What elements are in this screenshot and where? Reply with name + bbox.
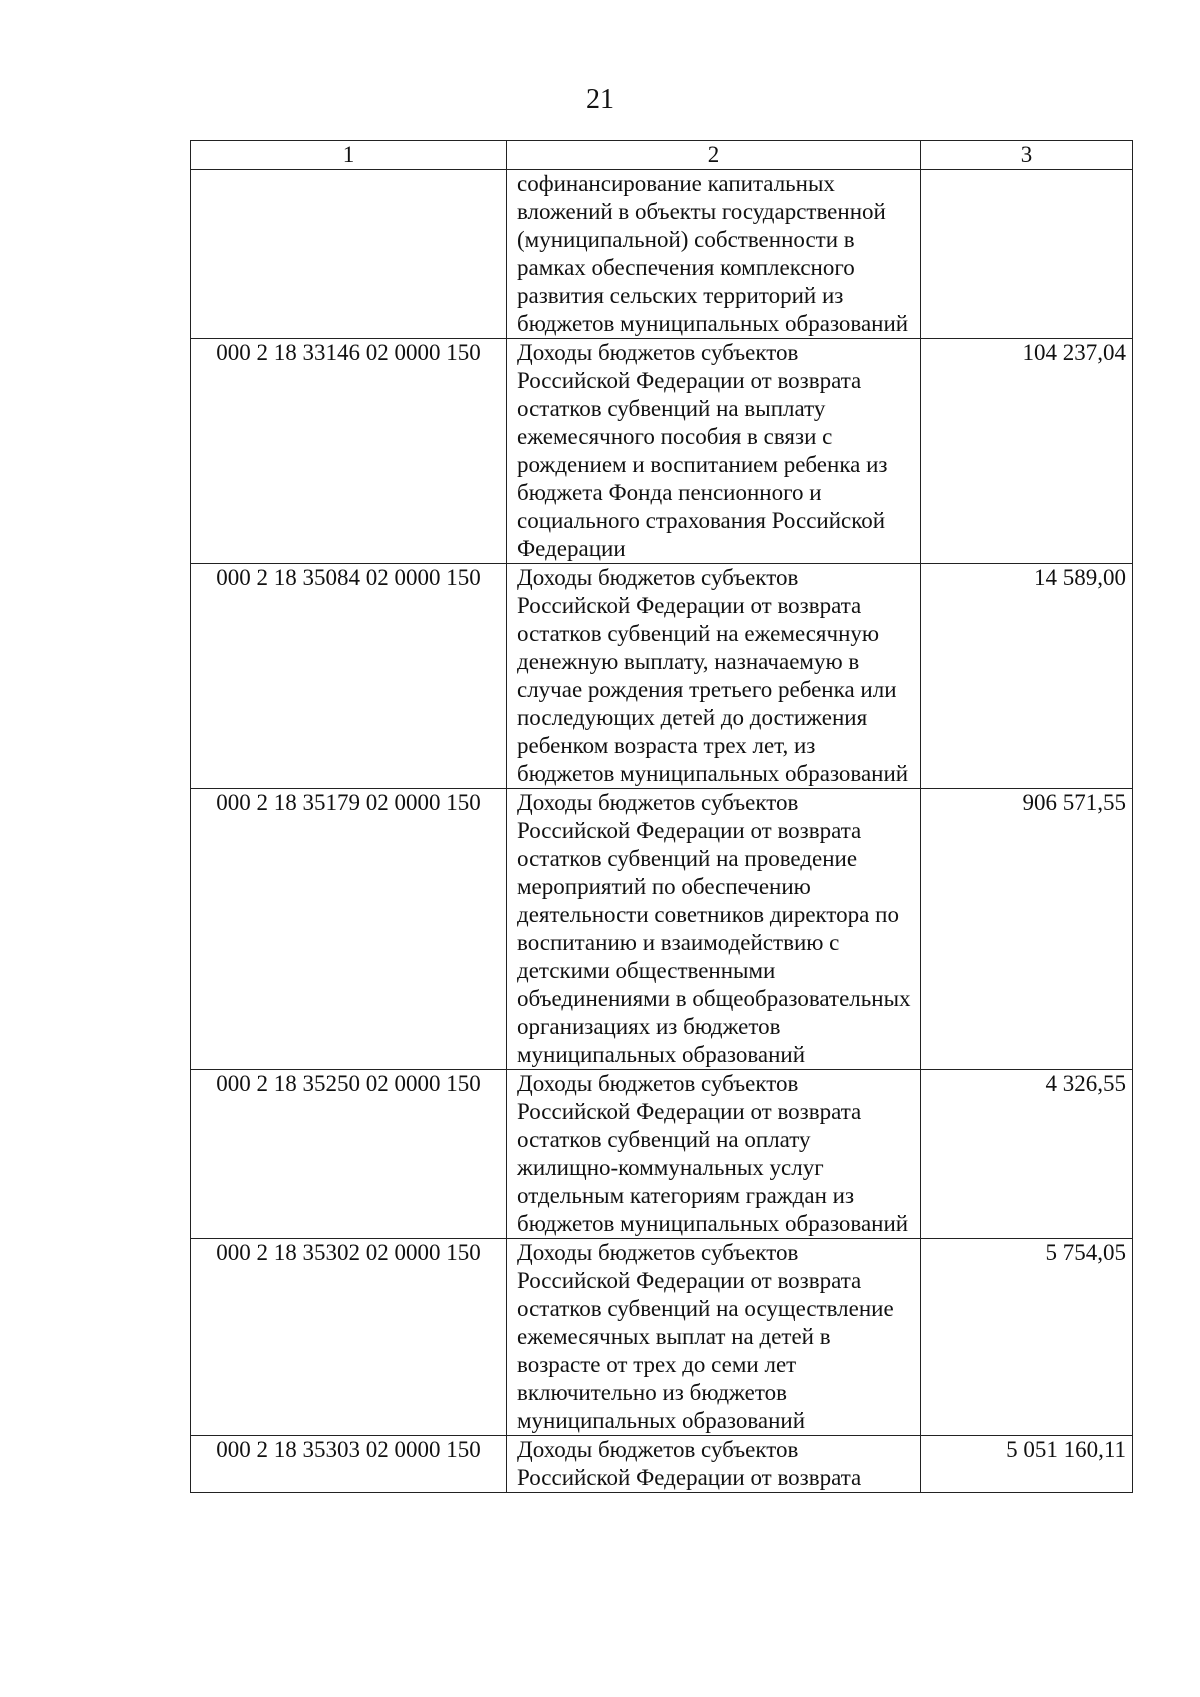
amount-cell: 5 754,05	[921, 1239, 1133, 1436]
amount-cell	[921, 170, 1133, 339]
description-cell: Доходы бюджетов субъектов Российской Федерации от возврата остатков субвенций на ежемесячную денежную выплату, назначаемую в случае рождения третьего ребенка или последующих детей до достижения ребенком возраста трех лет, из бюджетов муниципальных образований	[507, 564, 921, 789]
amount-cell: 4 326,55	[921, 1070, 1133, 1239]
budget-code-cell: 000 2 18 35084 02 0000 150	[191, 564, 507, 789]
budget-code-cell: 000 2 18 35179 02 0000 150	[191, 789, 507, 1070]
budget-code-cell: 000 2 18 35303 02 0000 150	[191, 1436, 507, 1493]
budget-code-cell: 000 2 18 33146 02 0000 150	[191, 339, 507, 564]
column-header-1: 1	[191, 141, 507, 170]
budget-code-cell: 000 2 18 35250 02 0000 150	[191, 1070, 507, 1239]
amount-cell: 5 051 160,11	[921, 1436, 1133, 1493]
table-row	[191, 339, 1133, 564]
description-cell: софинансирование капитальных вложений в объекты государственной (муниципальной) собственности в рамках обеспечения комплексного развития сельских территорий из бюджетов муниципальных образований	[507, 170, 921, 339]
amount-cell: 104 237,04	[921, 339, 1133, 564]
description-cell: Доходы бюджетов субъектов Российской Федерации от возврата остатков субвенций на выплату ежемесячного пособия в связи с рождением и воспитанием ребенка из бюджета Фонда пенсионного и социального страхования Российской Федерации	[507, 339, 921, 564]
table-row	[191, 789, 1133, 1070]
budget-code-cell: 000 2 18 35302 02 0000 150	[191, 1239, 507, 1436]
description-cell: Доходы бюджетов субъектов Российской Федерации от возврата остатков субвенций на осуществление ежемесячных выплат на детей в возрасте от трех до семи лет включительно из бюджетов муниципальных образований	[507, 1239, 921, 1436]
table-header-row	[191, 141, 1133, 170]
amount-cell: 14 589,00	[921, 564, 1133, 789]
table-row	[191, 1436, 1133, 1493]
budget-revenue-table	[190, 140, 1133, 1493]
amount-cell: 906 571,55	[921, 789, 1133, 1070]
table-row	[191, 1070, 1133, 1239]
budget-code-cell	[191, 170, 507, 339]
description-cell: Доходы бюджетов субъектов Российской Федерации от возврата	[507, 1436, 921, 1493]
table-row	[191, 170, 1133, 339]
table-row	[191, 564, 1133, 789]
table-row	[191, 1239, 1133, 1436]
description-cell: Доходы бюджетов субъектов Российской Федерации от возврата остатков субвенций на оплату жилищно-коммунальных услуг отдельным категориям граждан из бюджетов муниципальных образований	[507, 1070, 921, 1239]
column-header-3: 3	[921, 141, 1133, 170]
page-number: 21	[586, 84, 614, 115]
description-cell: Доходы бюджетов субъектов Российской Федерации от возврата остатков субвенций на проведение мероприятий по обеспечению деятельности советников директора по воспитанию и взаимодействию с детскими общественными объединениями в общеобразовательных организациях из бюджетов муниципальных образований	[507, 789, 921, 1070]
column-header-2: 2	[507, 141, 921, 170]
